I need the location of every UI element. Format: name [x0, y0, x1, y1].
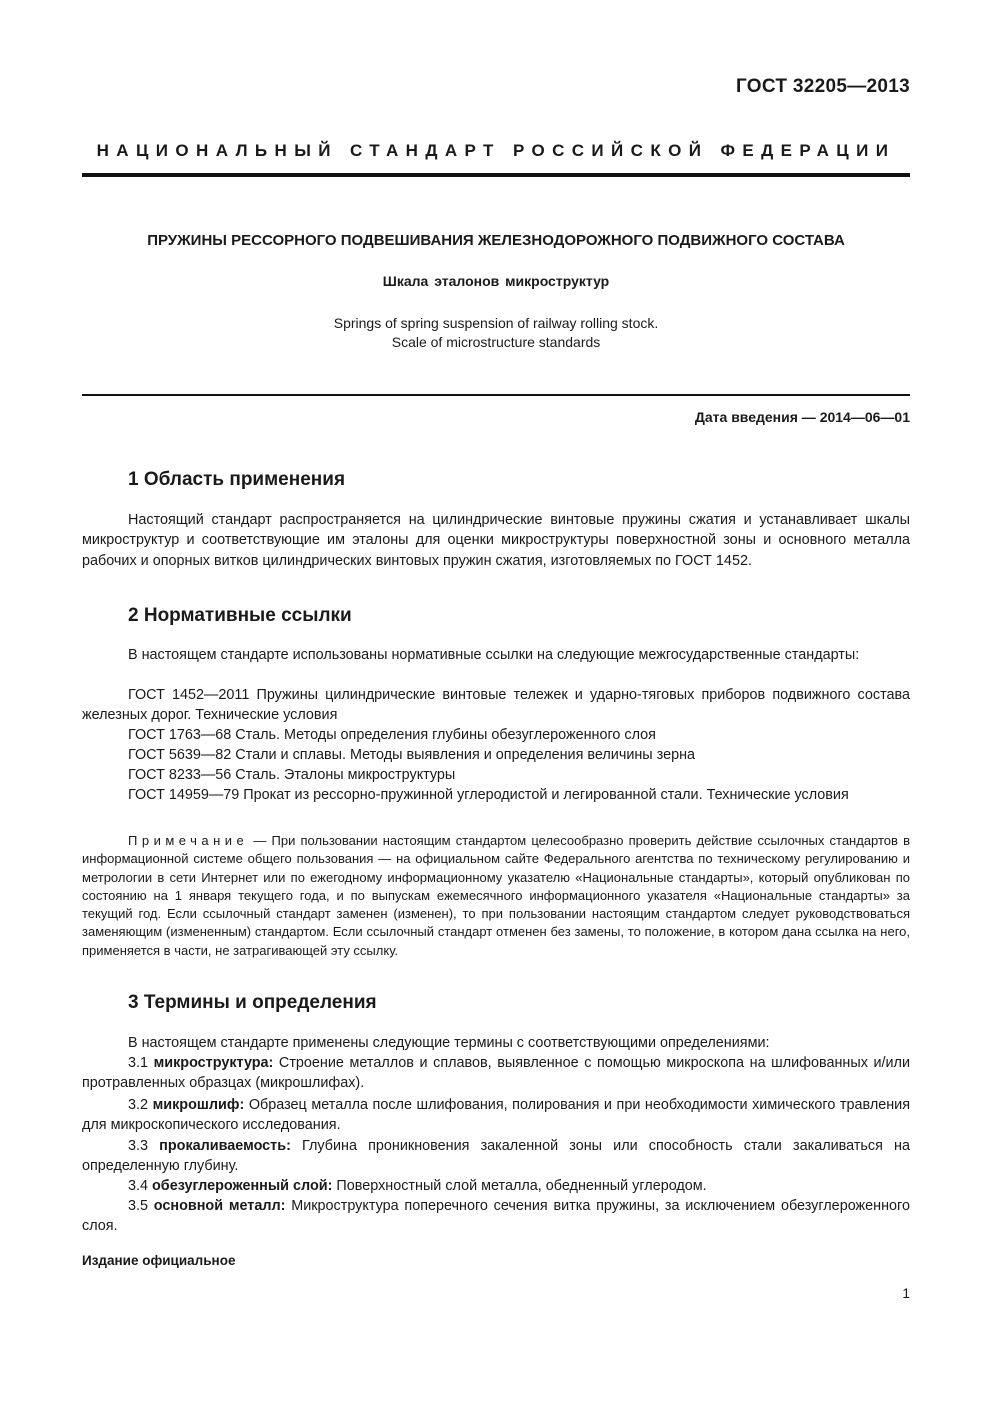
term-name: микрошлиф: — [152, 1097, 245, 1113]
reference-item: ГОСТ 1763—68 Сталь. Методы определения глубины обезуглероженного слоя — [128, 727, 656, 743]
term-number: 3.3 — [128, 1138, 149, 1154]
note-paragraph — [82, 832, 910, 960]
english-title-line-1: Springs of spring suspension of railway rolling stock. — [333, 315, 659, 331]
term-name: микроструктура: — [153, 1055, 274, 1071]
national-standard-banner: НАЦИОНАЛЬНЫЙ СТАНДАРТ РОССИЙСКОЙ ФЕДЕРАЦИИ — [96, 141, 896, 160]
term-definition — [82, 1136, 910, 1177]
term-number: 3.1 — [128, 1055, 149, 1071]
section-2-intro: В настоящем стандарте использованы нормативные ссылки на следующие межгосударственные стандарты: — [128, 647, 860, 663]
term-text: Микроструктура поперечного сечения витка пружины, за исключением обезуглероженного слоя. — [82, 1198, 910, 1235]
term-definition — [82, 1095, 910, 1136]
edition-label: Издание официальное — [82, 1253, 236, 1268]
section-1-heading: 1 Область применения — [128, 469, 346, 490]
section-1-text: Настоящий стандарт распространяется на цилиндрические винтовые пружины сжатия и устанавливает шкалы микроструктур и соответствующие им эталоны для оценки микроструктуры поверхностной зоны и основного металла рабочих и опорных витков цилиндрических винтовых пружин сжатия, изготовляемых по ГОСТ 1452. — [82, 512, 910, 569]
english-title-line-2: Scale of microstructure standards — [391, 334, 601, 350]
reference-item: ГОСТ 5639—82 Стали и сплавы. Методы выявления и определения величины зерна — [128, 747, 696, 763]
reference-item: ГОСТ 8233—56 Сталь. Эталоны микроструктуры — [128, 767, 456, 783]
term-number: 3.2 — [128, 1097, 149, 1113]
term-name: обезуглероженный слой: — [152, 1178, 333, 1194]
term-number: 3.5 — [128, 1198, 149, 1214]
page-number: 1 — [902, 1285, 910, 1301]
introduction-date: Дата введения — 2014—06—01 — [694, 409, 910, 425]
term-text: Поверхностный слой металла, обедненный углеродом. — [332, 1178, 707, 1194]
document-title: ПРУЖИНЫ РЕССОРНОГО ПОДВЕШИВАНИЯ ЖЕЛЕЗНОДОРОЖНОГО ПОДВИЖНОГО СОСТАВА — [147, 232, 845, 249]
section-3-heading: 3 Термины и определения — [128, 992, 377, 1013]
header-divider — [82, 173, 910, 177]
document-number: ГОСТ 32205—2013 — [735, 76, 910, 97]
term-text: Образец металла после шлифования, полирования и при необходимости химического травления для микроскопического исследования. — [82, 1097, 911, 1134]
term-name: основной металл: — [153, 1198, 286, 1214]
term-number: 3.4 — [128, 1178, 149, 1194]
title-divider — [82, 394, 910, 396]
note-label: Примечание — [128, 833, 249, 848]
english-title — [82, 314, 910, 352]
term-name: прокаливаемость: — [159, 1138, 291, 1154]
section-3-intro: В настоящем стандарте применены следующие термины с соответствующими определениями: — [128, 1035, 770, 1051]
term-definition — [82, 1176, 910, 1196]
term-definition — [82, 1053, 910, 1094]
reference-item: ГОСТ 1452—2011 Пружины цилиндрические винтовые тележек и ударно-тяговых приборов подвижного состава железных дорог. Технические условия — [82, 687, 910, 724]
term-text: Строение металлов и сплавов, выявленное с помощью микроскопа на шлифованных и/или протравленных образцах (микрошлифах). — [82, 1055, 910, 1092]
note-text: — При пользовании настоящим стандартом целесообразно проверить действие ссылочных стандартов в информационной системе общего пользования — на официальном сайте Федерального агентства по техническому регулированию и метрологии в сети Интернет или по ежегодному информационному указателю «Национальные стандарты», который опубликован по состоянию на 1 января текущего года, и по выпускам ежемесячного информационного указателя «Национальные стандарты» за текущий год. Если ссылочный стандарт заменен (изменен), то при пользовании настоящим стандартом следует руководствоваться заменяющим (измененным) стандартом. Если ссылочный стандарт отменен без замены, то положение, в котором дана ссылка на него, применяется в части, не затрагивающей эту ссылку. — [82, 833, 910, 958]
section-2-heading: 2 Нормативные ссылки — [128, 605, 352, 626]
document-subtitle: Шкала эталонов микроструктур — [382, 273, 610, 289]
term-definition — [82, 1196, 910, 1237]
reference-item: ГОСТ 14959—79 Прокат из рессорно-пружинной углеродистой и легированной стали. Технические условия — [128, 787, 849, 803]
term-text: Глубина проникновения закаленной зоны или способность стали закаливаться на определенную глубину. — [82, 1138, 911, 1175]
